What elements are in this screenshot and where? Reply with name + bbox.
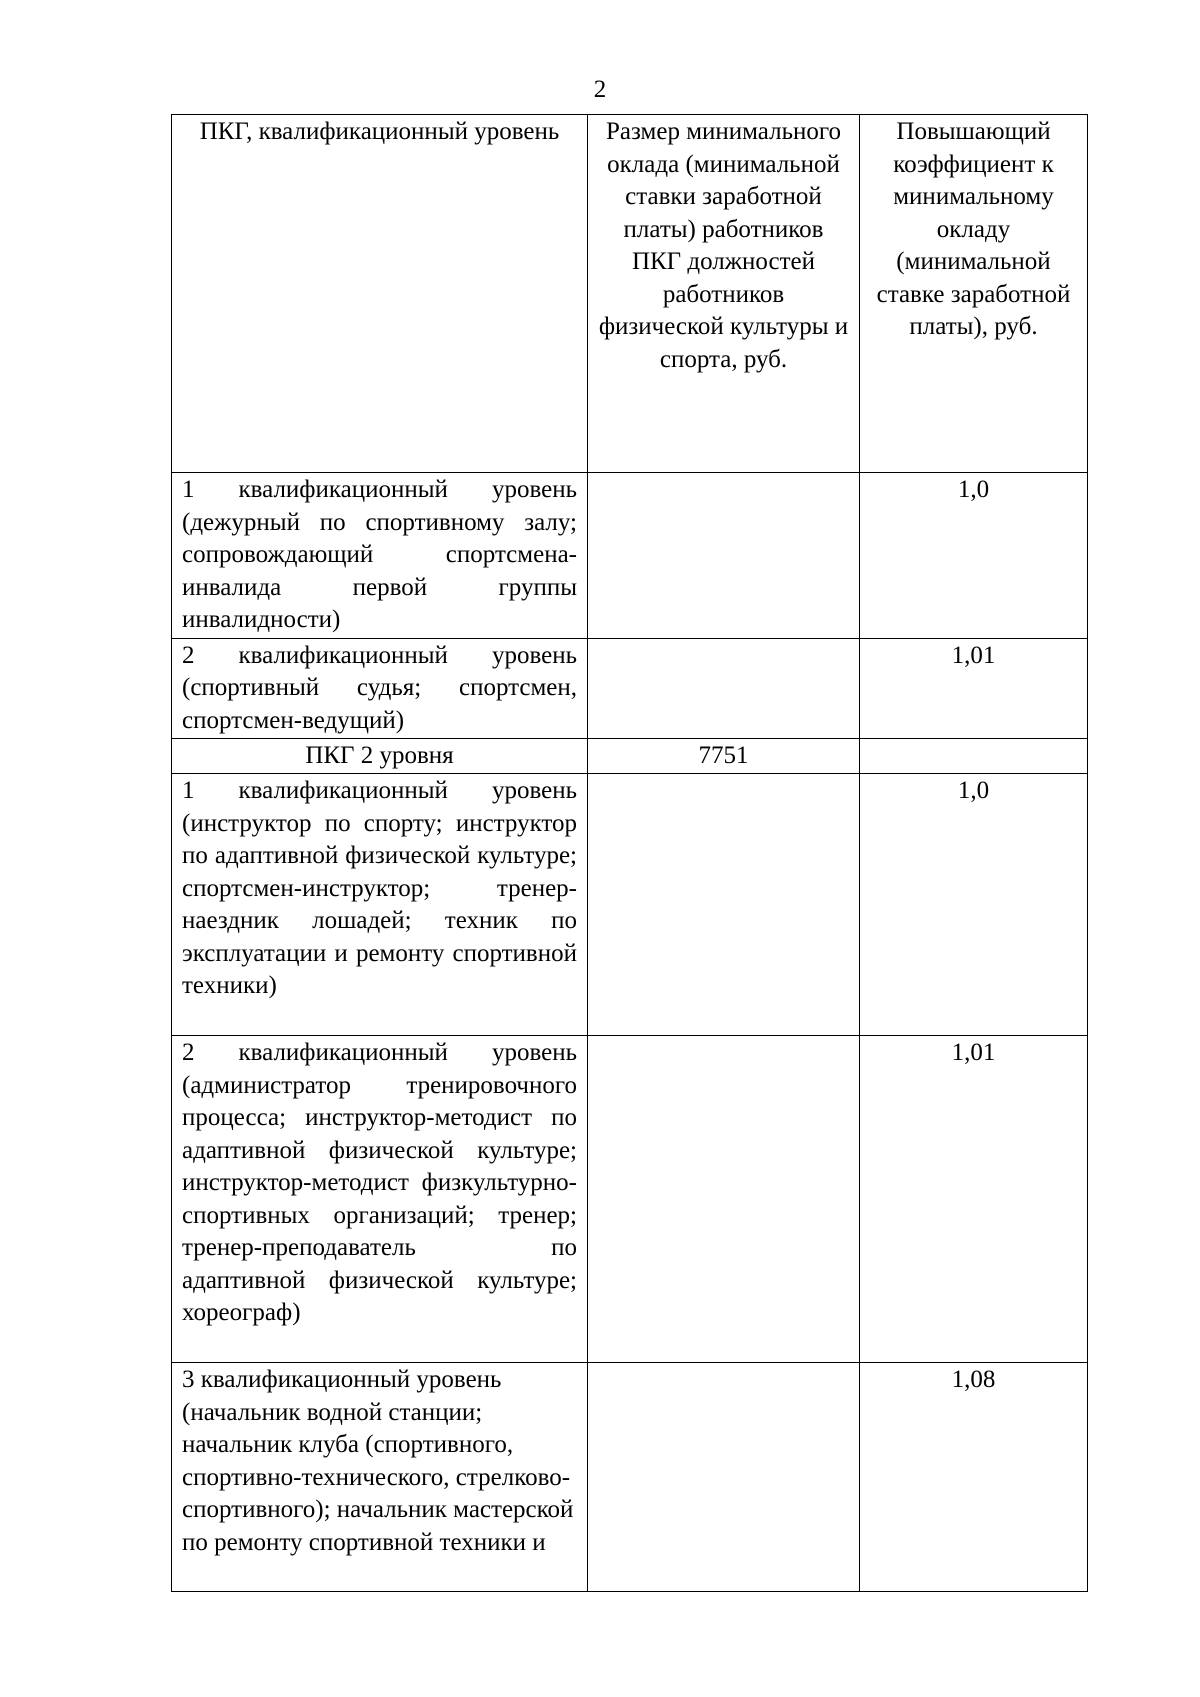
coefficient-cell: 1,0	[860, 473, 1088, 639]
salary-cell	[588, 473, 860, 639]
table-row	[172, 638, 1088, 739]
header-coefficient: Повышающий коэффициент к минимальному окладу (минимальной ставке заработной платы), руб.	[860, 115, 1088, 473]
salary-cell	[588, 774, 860, 1036]
table-group-row	[172, 739, 1088, 774]
table-row	[172, 1036, 1088, 1363]
qualification-level-cell: 3 квалификационный уровень (начальник водной станции; начальник клуба (спортивного, спортивно-технического, стрелково-спортивного); начальник мастерской по ремонту спортивной техники и	[172, 1363, 588, 1592]
coefficient-cell: 1,0	[860, 774, 1088, 1036]
table-row	[172, 473, 1088, 639]
qualification-level-cell: 2 квалификационный уровень (спортивный судья; спортсмен, спортсмен-ведущий)	[172, 638, 588, 739]
page-number: 2	[593, 76, 607, 103]
salary-coefficient-table	[171, 114, 1088, 1592]
group-title-cell: ПКГ 2 уровня	[172, 739, 588, 774]
qualification-level-cell: 1 квалификационный уровень (дежурный по спортивному залу; сопровождающий спортсмена-инвалида первой группы инвалидности)	[172, 473, 588, 639]
qualification-level-cell: 1 квалификационный уровень (инструктор по спорту; инструктор по адаптивной физической культуре; спортсмен-инструктор; тренер-наездник лошадей; техник по эксплуатации и ремонту спортивной техники)	[172, 774, 588, 1036]
header-minimum-salary: Размер минимального оклада (минимальной ставки заработной платы) работников ПКГ должностей работников физической культуры и спорта, руб.	[588, 115, 860, 473]
header-qualification-level: ПКГ, квалификационный уровень	[172, 115, 588, 473]
table-row	[172, 774, 1088, 1036]
coefficient-cell: 1,08	[860, 1363, 1088, 1592]
coefficient-cell: 1,01	[860, 638, 1088, 739]
qualification-level-cell: 2 квалификационный уровень (администратор тренировочного процесса; инструктор-методист по адаптивной физической культуре; инструктор-методист физкультурно-спортивных организаций; тренер; тренер-преподаватель по адаптивной физической культуре; хореограф)	[172, 1036, 588, 1363]
salary-cell	[588, 1363, 860, 1592]
group-coefficient-cell	[860, 739, 1088, 774]
group-salary-cell: 7751	[588, 739, 860, 774]
table-row	[172, 1363, 1088, 1592]
salary-cell	[588, 638, 860, 739]
salary-cell	[588, 1036, 860, 1363]
table-header-row	[172, 115, 1088, 473]
coefficient-cell: 1,01	[860, 1036, 1088, 1363]
